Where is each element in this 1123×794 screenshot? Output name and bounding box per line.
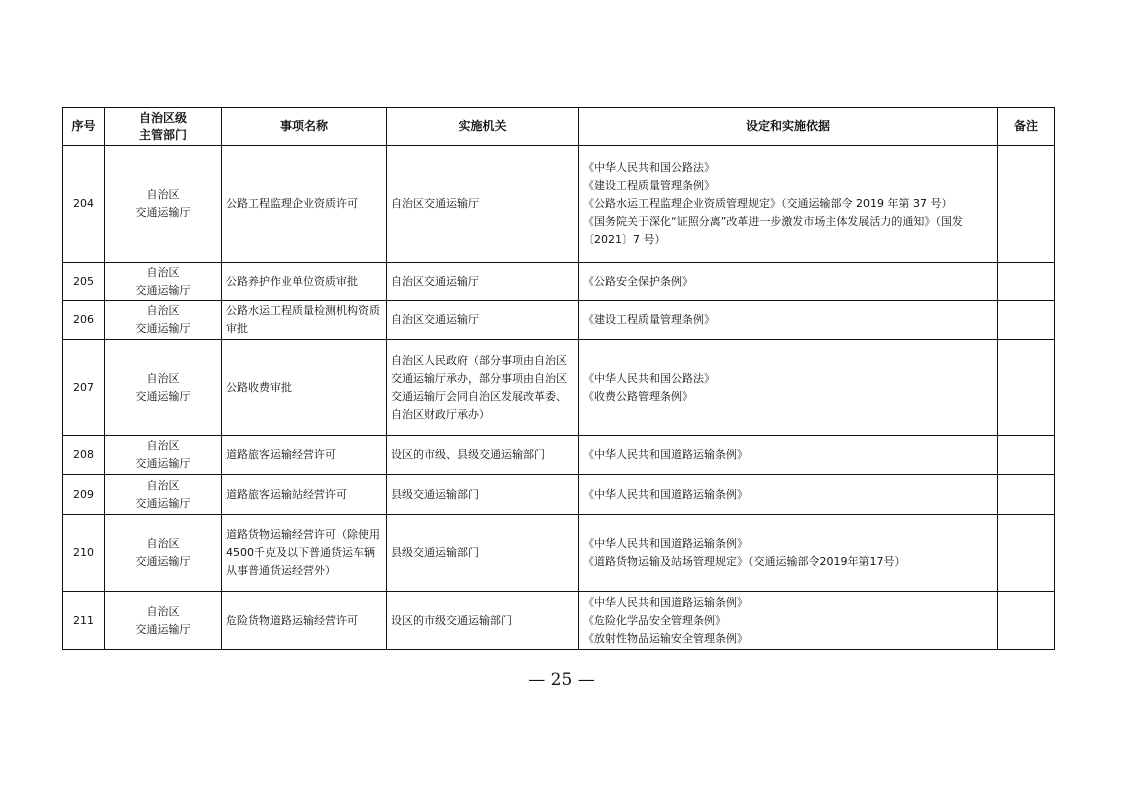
- cell-org: 自治区人民政府（部分事项由自治区交通运输厅承办，部分事项由自治区交通运输厅会同自治区发展改革委、自治区财政厅承办）: [387, 340, 579, 436]
- cell-seq: 211: [63, 592, 105, 650]
- header-item: 事项名称: [222, 108, 387, 146]
- header-org: 实施机关: [387, 108, 579, 146]
- cell-basis: [579, 475, 998, 515]
- approval-items-table: [62, 107, 1055, 650]
- cell-note: [998, 515, 1055, 592]
- cell-dept: [105, 475, 222, 515]
- basis-line: 《中华人民共和国公路法》: [583, 371, 715, 385]
- cell-dept: [105, 436, 222, 475]
- basis-line: 《中华人民共和国道路运输条例》: [583, 537, 748, 550]
- basis-line: 《中华人民共和国道路运输条例》: [583, 595, 748, 609]
- cell-org: 自治区交通运输厅: [387, 263, 579, 301]
- cell-basis: [579, 436, 998, 475]
- dept-line: 自治区: [146, 478, 180, 492]
- cell-basis: [579, 263, 998, 301]
- cell-seq: 209: [63, 475, 105, 515]
- cell-basis: [579, 515, 998, 592]
- basis-line: 《放射性物品运输安全管理条例》: [583, 631, 748, 645]
- cell-dept: [105, 301, 222, 340]
- cell-seq: 210: [63, 515, 105, 592]
- cell-item: 公路养护作业单位资质审批: [222, 263, 387, 301]
- basis-line: 《道路货物运输及站场管理规定》（交通运输部令2019年第17号）: [583, 555, 906, 568]
- basis-line: 《中华人民共和国道路运输条例》: [583, 487, 748, 501]
- cell-org: 县级交通运输部门: [387, 515, 579, 592]
- dept-line: 交通运输厅: [135, 622, 191, 636]
- page-number: — 25 —: [528, 670, 595, 690]
- table-row: [63, 475, 1055, 515]
- header-dept-line1: 自治区级: [138, 110, 187, 125]
- cell-basis: [579, 146, 998, 263]
- header-dept: [105, 108, 222, 146]
- cell-note: [998, 146, 1055, 263]
- cell-org: 自治区交通运输厅: [387, 301, 579, 340]
- table-row: [63, 515, 1055, 592]
- dept-line: 交通运输厅: [135, 206, 191, 219]
- cell-basis: [579, 340, 998, 436]
- table-row: [63, 592, 1055, 650]
- table-row: [63, 301, 1055, 340]
- dept-line: 交通运输厅: [135, 283, 191, 297]
- cell-item: 道路旅客运输站经营许可: [222, 475, 387, 515]
- basis-line: 《国务院关于深化“证照分离”改革进一步激发市场主体发展活力的通知》（国发〔2021〕7 号）: [583, 215, 963, 246]
- basis-line: 《建设工程质量管理条例》: [583, 179, 715, 192]
- cell-seq: 206: [63, 301, 105, 340]
- header-basis: 设定和实施依据: [579, 108, 998, 146]
- cell-item: 道路旅客运输经营许可: [222, 436, 387, 475]
- cell-note: [998, 436, 1055, 475]
- cell-note: [998, 592, 1055, 650]
- cell-item: 危险货物道路运输经营许可: [222, 592, 387, 650]
- dept-line: 自治区: [146, 439, 180, 452]
- cell-item: 公路收费审批: [222, 340, 387, 436]
- cell-seq: 204: [63, 146, 105, 263]
- cell-org: 自治区交通运输厅: [387, 146, 579, 263]
- cell-note: [998, 263, 1055, 301]
- dept-line: 自治区: [146, 265, 180, 279]
- dept-line: 交通运输厅: [135, 322, 191, 335]
- basis-line: 《公路安全保护条例》: [583, 274, 693, 288]
- basis-line: 《公路水运工程监理企业资质管理规定》（交通运输部令 2019 年第 37 号）: [583, 197, 953, 210]
- cell-dept: [105, 146, 222, 263]
- cell-org: 县级交通运输部门: [387, 475, 579, 515]
- dept-line: 交通运输厅: [135, 496, 191, 510]
- basis-line: 《建设工程质量管理条例》: [583, 313, 715, 326]
- cell-item: 公路工程监理企业资质许可: [222, 146, 387, 263]
- header-note: 备注: [998, 108, 1055, 146]
- cell-dept: [105, 592, 222, 650]
- cell-item: 道路货物运输经营许可（除使用4500千克及以下普通货运车辆从事普通货运经营外）: [222, 515, 387, 592]
- cell-dept: [105, 515, 222, 592]
- basis-line: 《中华人民共和国公路法》: [583, 161, 715, 174]
- cell-basis: [579, 301, 998, 340]
- dept-line: 交通运输厅: [135, 555, 191, 568]
- basis-line: 《中华人民共和国道路运输条例》: [583, 448, 748, 461]
- cell-dept: [105, 340, 222, 436]
- table-header-row: [63, 108, 1055, 146]
- cell-seq: 205: [63, 263, 105, 301]
- basis-line: 《危险化学品安全管理条例》: [583, 613, 726, 627]
- basis-line: 《收费公路管理条例》: [583, 389, 693, 403]
- dept-line: 自治区: [146, 304, 180, 317]
- cell-seq: 208: [63, 436, 105, 475]
- cell-note: [998, 340, 1055, 436]
- cell-note: [998, 475, 1055, 515]
- header-seq: 序号: [63, 108, 105, 146]
- dept-line: 交通运输厅: [135, 457, 191, 470]
- table-row: [63, 146, 1055, 263]
- dept-line: 交通运输厅: [135, 389, 191, 403]
- cell-dept: [105, 263, 222, 301]
- cell-note: [998, 301, 1055, 340]
- cell-basis: [579, 592, 998, 650]
- dept-line: 自治区: [146, 537, 180, 550]
- dept-line: 自治区: [146, 371, 180, 385]
- dept-line: 自治区: [146, 604, 180, 618]
- cell-item: 公路水运工程质量检测机构资质审批: [222, 301, 387, 340]
- table-row: [63, 263, 1055, 301]
- cell-org: 设区的市级交通运输部门: [387, 592, 579, 650]
- dept-line: 自治区: [146, 188, 180, 201]
- table-row: [63, 436, 1055, 475]
- cell-org: 设区的市级、县级交通运输部门: [387, 436, 579, 475]
- header-dept-line2: 主管部门: [138, 127, 187, 142]
- table-row: [63, 340, 1055, 436]
- cell-seq: 207: [63, 340, 105, 436]
